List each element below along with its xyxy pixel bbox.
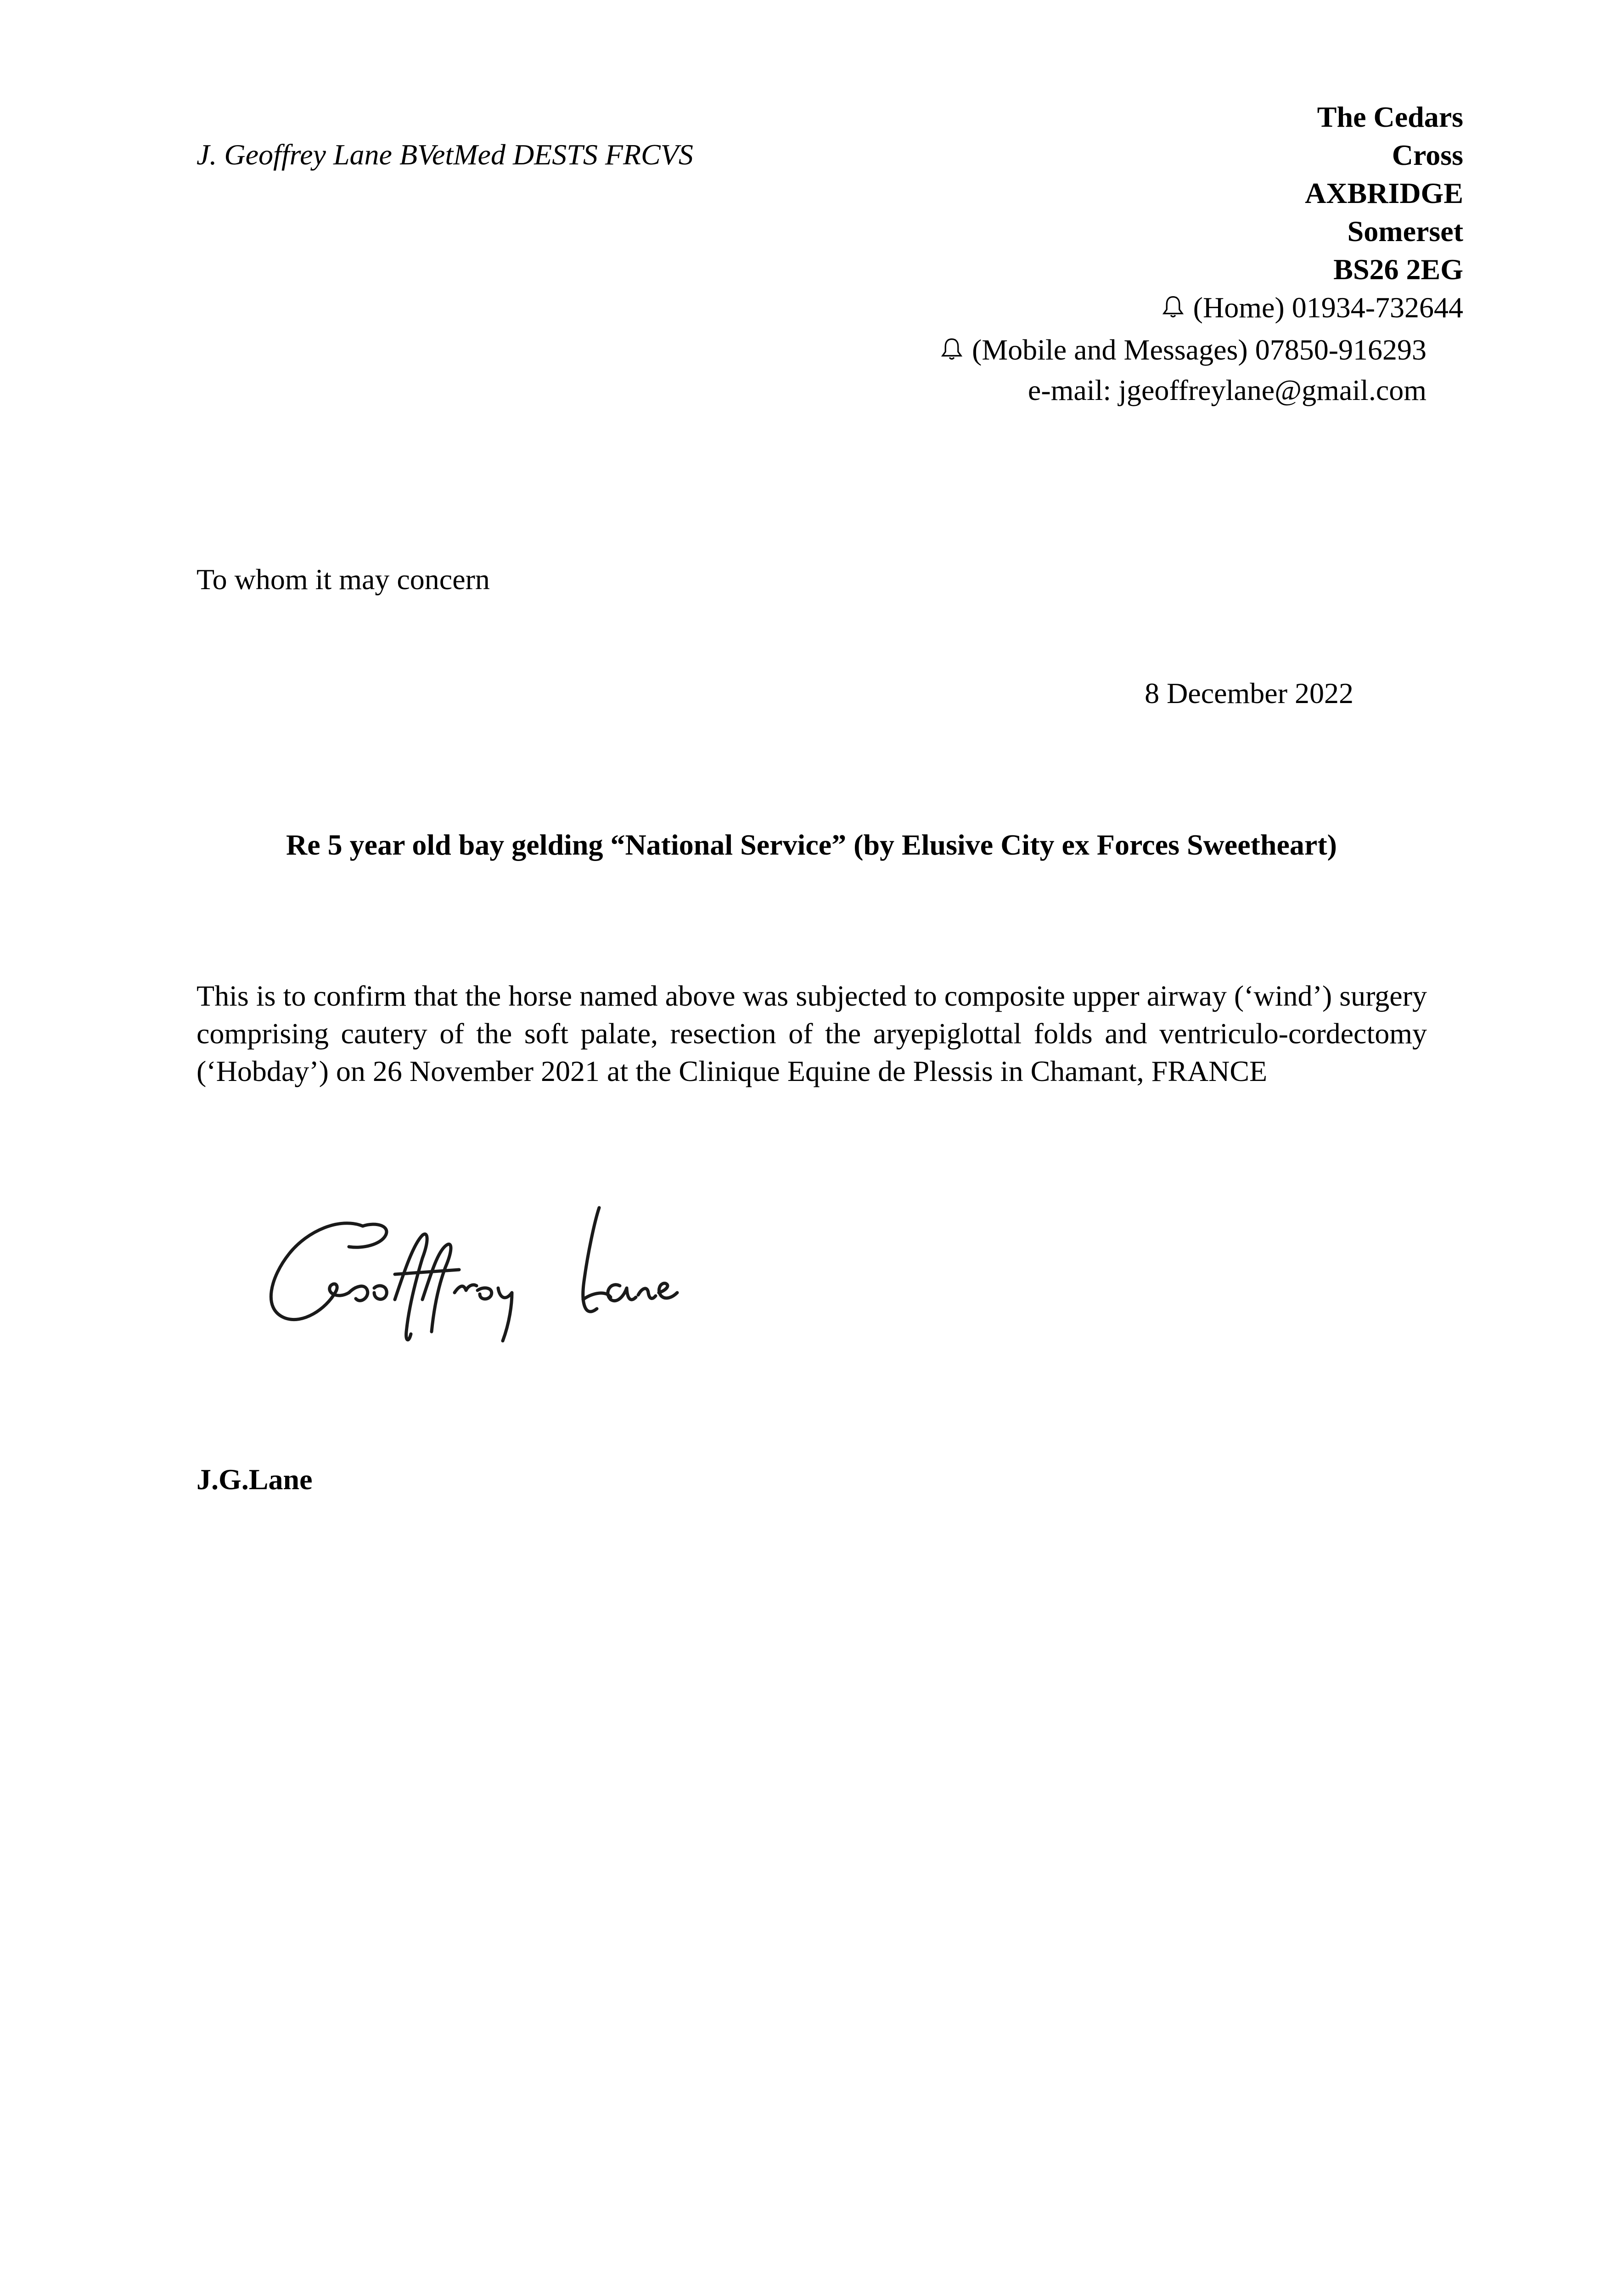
letter-subject: Re 5 year old bay gelding “National Service” (by Elusive City ex Forces Sweetheart) (286, 828, 1337, 861)
address-line: BS26 2EG (1333, 253, 1463, 286)
letter-date: 8 December 2022 (1145, 677, 1353, 709)
letter-body: This is to confirm that the horse named above was subjected to composite upper airway (‘wind’) surgery comprising cautery of the soft palate, resection of the aryepiglottal folds and ventriculo-cordectomy (‘Hobday’) on 26 November 2021 at the Clinique Equine de Plessis in Chamant, FRANCE (197, 979, 1427, 1087)
home-phone-text: (Home) 01934-732644 (1193, 291, 1463, 324)
bell-icon (1159, 293, 1187, 321)
mobile-phone-text: (Mobile and Messages) 07850-916293 (972, 333, 1426, 366)
mobile-phone (938, 333, 1426, 367)
address-line: Somerset (1347, 215, 1463, 248)
handwritten-signature (257, 1194, 781, 1359)
home-phone (1159, 291, 1463, 325)
salutation: To whom it may concern (197, 563, 490, 596)
address-line: Cross (1392, 139, 1463, 171)
signer-name: J.G.Lane (197, 1463, 313, 1496)
sender-name: J. Geoffrey Lane BVetMed DESTS FRCVS (197, 138, 693, 171)
bell-icon (938, 336, 966, 363)
address-line: The Cedars (1317, 101, 1463, 133)
email-address: e-mail: jgeoffreylane@gmail.com (1028, 374, 1426, 406)
address-line: AXBRIDGE (1305, 177, 1463, 209)
address-block (1305, 98, 1463, 288)
